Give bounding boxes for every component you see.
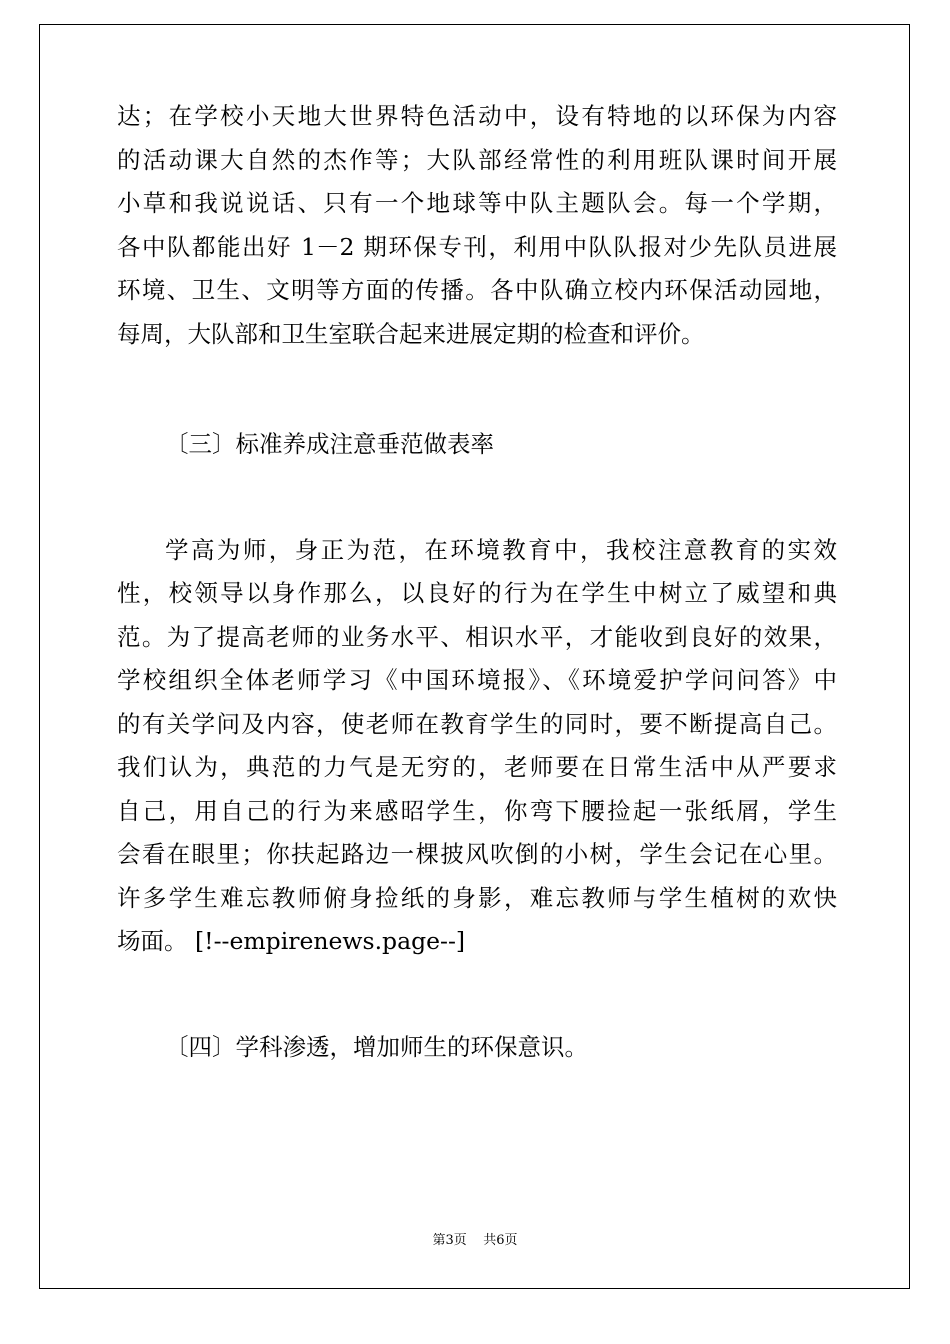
- text-line: 会看在眼里；你扶起路边一棵披风吹倒的小树，学生会记在心里。: [117, 840, 837, 868]
- page-number-footer: 第3页 共6页: [432, 1233, 518, 1248]
- text-line: 许多学生难忘教师俯身捡纸的身影，难忘教师与学生植树的欢快: [117, 883, 837, 912]
- text-line: 性，校领导以身作那么，以良好的行为在学生中树立了威望和典: [117, 579, 837, 607]
- paragraph-1: [117, 95, 837, 356]
- text-line: 学校组织全体老师学习《中国环境报》、《环境爱护学问问答》中: [117, 666, 837, 694]
- text-line: 范。为了提高老师的业务水平、相识水平，才能收到良好的效果，: [117, 622, 837, 651]
- text-line: 各中队都能出好 1－2 期环保专刊，利用中队队报对少先队员进展: [117, 232, 837, 261]
- text-line: 的有关学问及内容，使老师在教育学生的同时，要不断提高自己。: [117, 709, 837, 738]
- text-line: 每周，大队部和卫生室联合起来进展定期的检查和评价。: [117, 319, 705, 348]
- text-line: 的活动课大自然的杰作等；大队部经常性的利用班队课时间开展: [117, 145, 837, 174]
- text-line: 场面。 [!--empirenews.page--]: [117, 927, 466, 955]
- text-line: 小草和我说说话、只有一个地球等中队主题队会。每一个学期，: [117, 189, 837, 217]
- text-line: 我们认为，典范的力气是无穷的，老师要在日常生活中从严要求: [117, 753, 837, 781]
- paragraph-2: [117, 529, 837, 964]
- text-line: 学高为师，身正为范，在环境教育中，我校注意教育的实效: [165, 535, 837, 564]
- text-line: 自己，用自己的行为来感昭学生，你弯下腰捡起一张纸屑，学生: [117, 796, 837, 825]
- text-line: 达；在学校小天地大世界特色活动中，设有特地的以环保为内容: [117, 102, 837, 130]
- text-line: 环境、卫生、文明等方面的传播。各中队确立校内环保活动园地，: [117, 276, 837, 304]
- document-body: [117, 95, 837, 1069]
- section-heading-3: 〔三〕标准养成注意垂范做表率: [165, 430, 494, 458]
- section-heading-4: 〔四〕学科渗透，增加师生的环保意识。: [165, 1032, 588, 1061]
